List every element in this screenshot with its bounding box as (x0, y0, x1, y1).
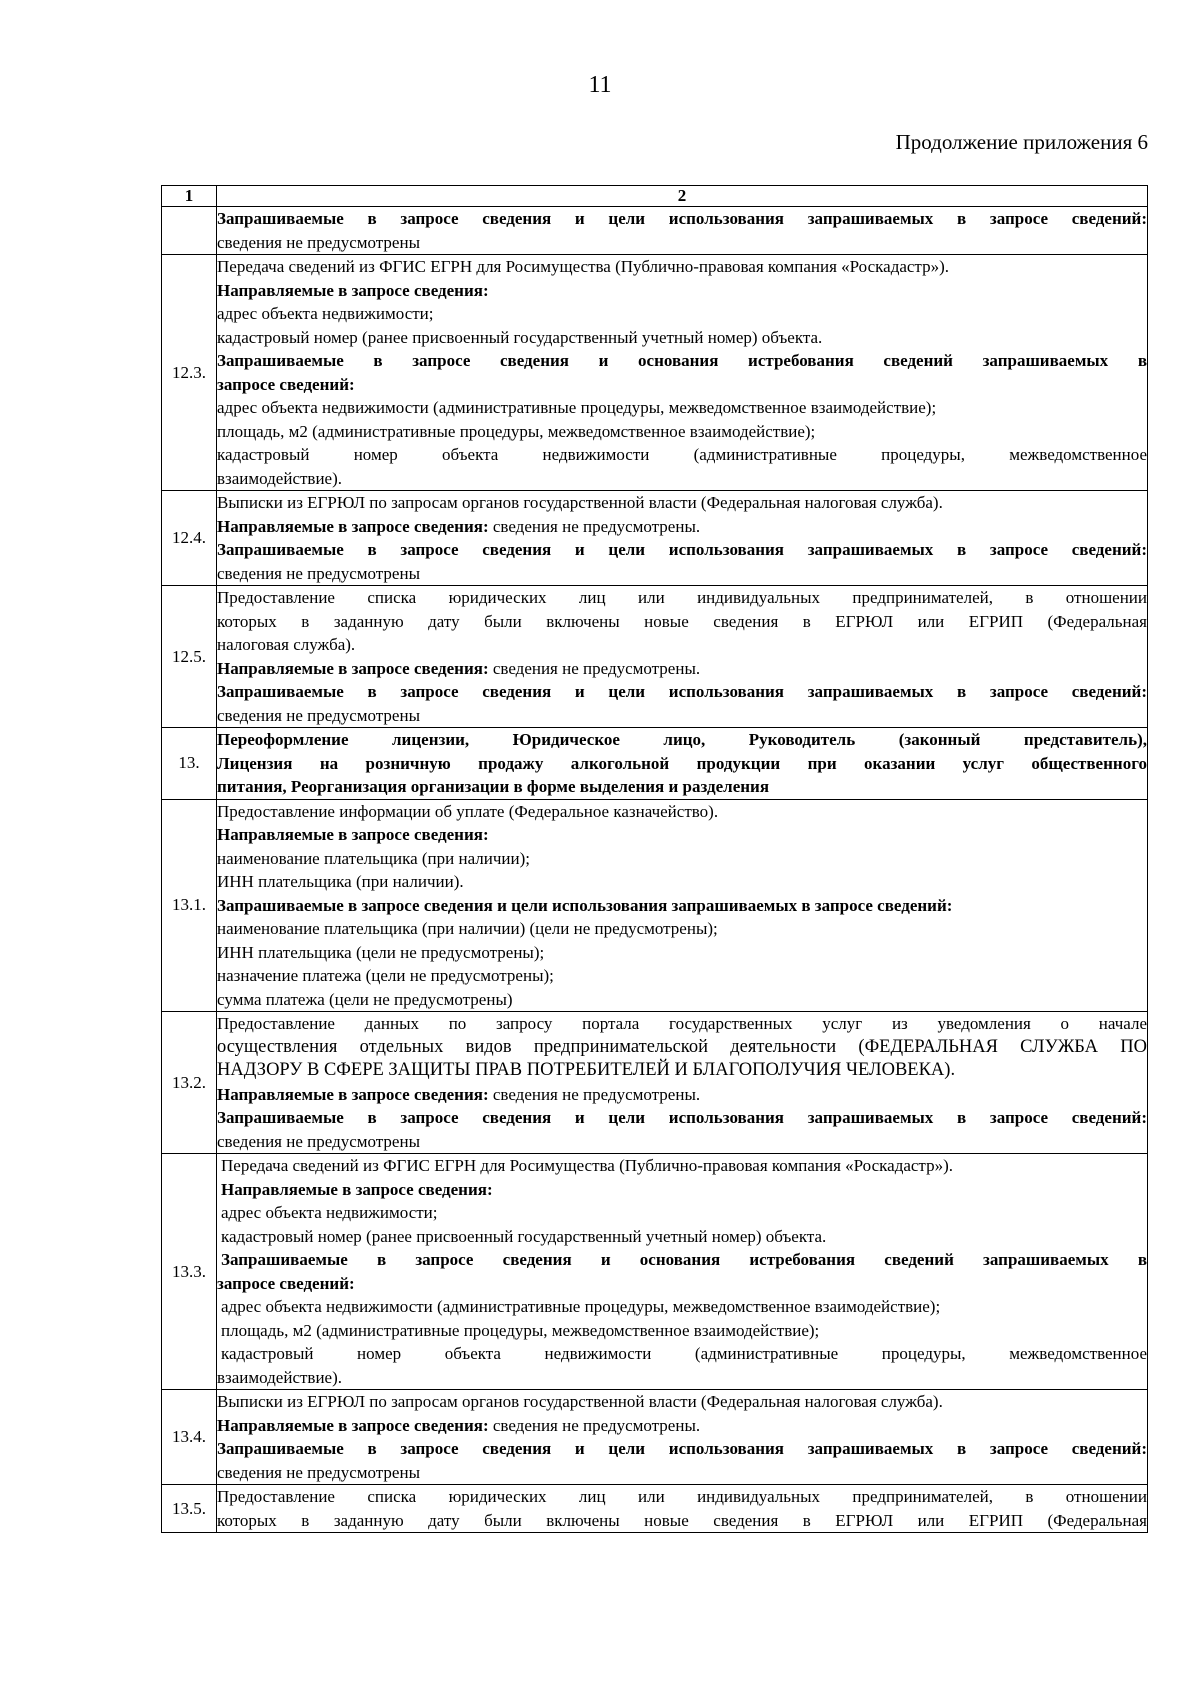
text-line (217, 1178, 1147, 1202)
text-line (217, 1154, 1147, 1178)
bold-text: питания, Реорганизация организации в форме выделения и разделения (217, 777, 770, 796)
row-description (217, 799, 1148, 1012)
text-line (217, 1509, 1147, 1533)
plain-text: сведения не предусмотрены (217, 1131, 420, 1151)
bold-text: Запрашиваемые в запросе сведения и цели использования запрашиваемых в запросе сведений: (217, 895, 953, 915)
text-line (217, 1461, 1147, 1485)
row-description (217, 1012, 1148, 1154)
plain-text: Предоставление списка юридических лиц или индивидуальных предпринимателей, в отношении (217, 588, 1147, 607)
appendix-continuation-note: Продолжение приложения 6 (895, 130, 1148, 154)
services-table (161, 185, 1148, 1533)
row-description (217, 1390, 1148, 1485)
table-row (162, 728, 1148, 800)
text-line (217, 1130, 1147, 1154)
row-number: 13. (162, 728, 217, 800)
text-line (217, 326, 1147, 350)
plain-text: адрес объекта недвижимости (административные процедуры, межведомственное взаимодействие); (217, 398, 937, 417)
plain-text: сведения не предусмотрены. (488, 516, 701, 536)
text-line (217, 823, 1147, 847)
plain-text: Передача сведений из ФГИС ЕГРН для Росимущества (Публично-правовая компания «Роскадастр»). (221, 1156, 953, 1175)
table-row (162, 1012, 1148, 1154)
text-line (217, 396, 1147, 420)
plain-text: НАДЗОРУ В СФЕРЕ ЗАЩИТЫ ПРАВ ПОТРЕБИТЕЛЕЙ И БЛАГОПОЛУЧИЯ ЧЕЛОВЕКА). (217, 1060, 956, 1080)
bold-text: Направляемые в запросе сведения: (217, 1084, 489, 1104)
plain-text: Передача сведений из ФГИС ЕГРН для Росимущества (Публично-правовая компания «Роскадастр»). (217, 257, 949, 276)
bold-text: запросе сведений: (217, 1273, 355, 1293)
bold-text: Направляемые в запросе сведения: (217, 516, 489, 536)
row-description (217, 1154, 1148, 1390)
text-line (217, 515, 1147, 539)
row-description (217, 1485, 1148, 1533)
row-description (217, 491, 1148, 586)
row-number: 12.5. (162, 586, 217, 728)
plain-text: адрес объекта недвижимости; (217, 304, 434, 323)
text-line (217, 373, 1147, 397)
header-col-2: 2 (217, 186, 1148, 207)
text-line (217, 1414, 1147, 1438)
table-row (162, 207, 1148, 255)
text-line (217, 279, 1147, 303)
plain-text: Предоставление данных по запросу портала государственных услуг из уведомления о начале (217, 1014, 1147, 1033)
text-line (217, 870, 1147, 894)
text-line (217, 1201, 1147, 1225)
text-line (217, 800, 1147, 824)
text-line (217, 1319, 1147, 1343)
plain-text: площадь, м2 (административные процедуры, межведомственное взаимодействие); (221, 1320, 820, 1340)
table-row (162, 1390, 1148, 1485)
plain-text: Выписки из ЕГРЮЛ по запросам органов государственной власти (Федеральная налоговая служба). (217, 493, 943, 512)
plain-text: сведения не предусмотрены. (488, 1084, 701, 1104)
plain-text: которых в заданную дату были включены новые сведения в ЕГРЮЛ или ЕГРИП (Федеральная (217, 611, 1147, 631)
row-description (217, 255, 1148, 491)
plain-text: адрес объекта недвижимости; (221, 1203, 438, 1222)
row-number: 13.4. (162, 1390, 217, 1485)
plain-text: назначение платежа (цели не предусмотрены); (217, 966, 554, 985)
text-line (217, 538, 1147, 562)
plain-text: кадастровый номер объекта недвижимости (административные процедуры, межведомственное (221, 1344, 1147, 1363)
bold-text: Запрашиваемые в запросе сведения и цели использования запрашиваемых в запросе сведений: (217, 540, 1147, 559)
text-line (217, 349, 1147, 373)
text-line (217, 964, 1147, 988)
row-description (217, 728, 1148, 800)
plain-text: наименование плательщика (при наличии) (цели не предусмотрены); (217, 919, 718, 938)
plain-text: сведения не предусмотрены (217, 1462, 420, 1482)
row-number: 13.5. (162, 1485, 217, 1533)
text-line (217, 610, 1147, 634)
text-line (217, 680, 1147, 704)
text-line (217, 420, 1147, 444)
table-row (162, 255, 1148, 491)
text-line (217, 443, 1147, 467)
plain-text: Предоставление информации об уплате (Федеральное казначейство). (217, 801, 719, 821)
table-row (162, 491, 1148, 586)
text-line (217, 704, 1147, 728)
table-row (162, 586, 1148, 728)
plain-text: сведения не предусмотрены. (488, 658, 701, 678)
bold-text: Запрашиваемые в запросе сведения и основания истребования сведений запрашиваемых в (221, 1250, 1147, 1269)
plain-text: Выписки из ЕГРЮЛ по запросам органов государственной власти (Федеральная налоговая служба). (217, 1392, 943, 1411)
row-number: 13.3. (162, 1154, 217, 1390)
bold-text: Запрашиваемые в запросе сведения и основания истребования сведений запрашиваемых в (217, 351, 1147, 370)
text-line (217, 775, 1147, 799)
row-number (162, 207, 217, 255)
text-line (217, 728, 1147, 752)
text-line (217, 752, 1147, 776)
text-line (217, 1036, 1147, 1060)
bold-text: Переоформление лицензии, Юридическое лицо, Руководитель (законный представитель), (217, 730, 1147, 749)
header-col-1: 1 (162, 186, 217, 207)
text-line (217, 1248, 1147, 1272)
text-line (217, 1437, 1147, 1461)
plain-text: площадь, м2 (административные процедуры, межведомственное взаимодействие); (217, 421, 816, 441)
plain-text: налоговая служба). (217, 635, 356, 654)
bold-text: Направляемые в запросе сведения: (217, 825, 489, 844)
text-line (217, 1295, 1147, 1319)
plain-text: сведения не предусмотрены (217, 563, 420, 583)
text-line (217, 302, 1147, 326)
bold-text: запросе сведений: (217, 374, 355, 394)
plain-text: сведения не предусмотрены (217, 232, 420, 252)
text-line (217, 562, 1147, 586)
text-line (217, 847, 1147, 871)
text-line (217, 467, 1147, 491)
text-line (217, 586, 1147, 610)
text-line (217, 941, 1147, 965)
row-number: 13.2. (162, 1012, 217, 1154)
plain-text: осуществления отдельных видов предпринимательской деятельности (ФЕДЕРАЛЬНАЯ СЛУЖБА ПО (217, 1036, 1147, 1057)
table-row (162, 1485, 1148, 1533)
text-line (217, 1083, 1147, 1107)
plain-text: взаимодействие). (217, 1367, 343, 1387)
bold-text: Направляемые в запросе сведения: (217, 658, 489, 678)
text-line (217, 657, 1147, 681)
table-row (162, 1154, 1148, 1390)
table-row (162, 799, 1148, 1012)
text-line (217, 1390, 1147, 1414)
text-line (217, 207, 1147, 231)
text-line (217, 988, 1147, 1012)
plain-text: кадастровый номер (ранее присвоенный государственный учетный номер) объекта. (221, 1226, 827, 1246)
plain-text: которых в заданную дату были включены новые сведения в ЕГРЮЛ или ЕГРИП (Федеральная (217, 1510, 1147, 1530)
row-number: 12.3. (162, 255, 217, 491)
plain-text: адрес объекта недвижимости (административные процедуры, межведомственное взаимодействие); (221, 1297, 941, 1316)
bold-text: Запрашиваемые в запросе сведения и цели использования запрашиваемых в запросе сведений: (217, 1439, 1147, 1458)
plain-text: сведения не предусмотрены (217, 705, 420, 725)
row-description (217, 207, 1148, 255)
page-number: 11 (588, 72, 612, 98)
bold-text: Направляемые в запросе сведения: (217, 1415, 489, 1435)
text-line (217, 1225, 1147, 1249)
row-number: 12.4. (162, 491, 217, 586)
plain-text: ИНН плательщика (при наличии). (217, 872, 464, 891)
bold-text: Лицензия на розничную продажу алкогольной продукции при оказании услуг общественного (217, 753, 1147, 773)
text-line (217, 491, 1147, 515)
text-line (217, 1106, 1147, 1130)
plain-text: сведения не предусмотрены. (488, 1415, 701, 1435)
table-header-row (162, 186, 1148, 207)
plain-text: Предоставление списка юридических лиц или индивидуальных предпринимателей, в отношении (217, 1487, 1147, 1506)
row-number: 13.1. (162, 799, 217, 1012)
bold-text: Запрашиваемые в запросе сведения и цели использования запрашиваемых в запросе сведений: (217, 682, 1147, 701)
text-line (217, 1059, 1147, 1083)
text-line (217, 633, 1147, 657)
bold-text: Запрашиваемые в запросе сведения и цели использования запрашиваемых в запросе сведений: (217, 1108, 1147, 1127)
text-line (217, 1342, 1147, 1366)
text-line (217, 1485, 1147, 1509)
bold-text: Направляемые в запросе сведения: (221, 1179, 493, 1199)
plain-text: ИНН плательщика (цели не предусмотрены); (217, 942, 545, 962)
bold-text: Запрашиваемые в запросе сведения и цели использования запрашиваемых в запросе сведений: (217, 209, 1147, 228)
text-line (217, 1272, 1147, 1296)
plain-text: кадастровый номер объекта недвижимости (административные процедуры, межведомственное (217, 445, 1147, 464)
text-line (217, 255, 1147, 279)
text-line (217, 1012, 1147, 1036)
plain-text: взаимодействие). (217, 468, 343, 488)
plain-text: сумма платежа (цели не предусмотрены) (217, 989, 513, 1009)
plain-text: кадастровый номер (ранее присвоенный государственный учетный номер) объекта. (217, 327, 823, 347)
text-line (217, 231, 1147, 255)
text-line (217, 917, 1147, 941)
plain-text: наименование плательщика (при наличии); (217, 848, 530, 868)
row-description (217, 586, 1148, 728)
bold-text: Направляемые в запросе сведения: (217, 280, 489, 300)
text-line (217, 1366, 1147, 1390)
text-line (217, 894, 1147, 918)
